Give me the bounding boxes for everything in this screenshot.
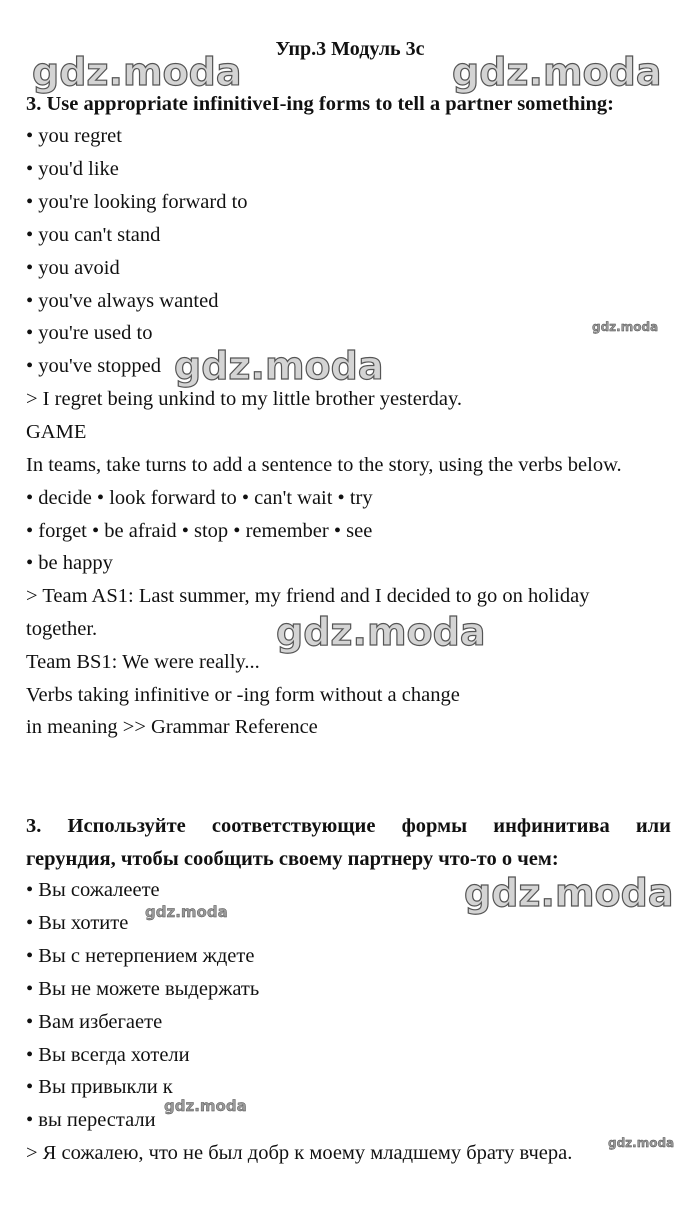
bullet-item: • you'd like (26, 158, 119, 180)
watermark-logo: gdz.moda (592, 320, 659, 334)
watermark-logo: gdz.moda (608, 1136, 675, 1150)
game-instruction: In teams, take turns to add a sentence to the story, using the verbs below. (26, 454, 622, 476)
team-a-example-cont: together. (26, 618, 98, 640)
bullet-item: • you're looking forward to (26, 191, 248, 213)
bullet-item: • you've stopped (26, 355, 161, 377)
watermark-logo: gdz.moda (32, 50, 242, 94)
watermark-logo: gdz.moda (276, 610, 486, 654)
bullet-item-ru: • Вы привыкли к (26, 1076, 173, 1098)
bullet-item: • you're used to (26, 322, 153, 344)
bullet-item-ru: • вы перестали (26, 1109, 156, 1131)
bullet-item: • you've always wanted (26, 290, 219, 312)
page-title: Упр.3 Модуль 3с (275, 38, 425, 60)
grammar-note: in meaning >> Grammar Reference (26, 716, 318, 738)
watermark-logo: gdz.moda (464, 871, 674, 915)
bullet-item-ru: • Вы хотите (26, 912, 129, 934)
game-label: GAME (26, 421, 87, 443)
grammar-note: Verbs taking infinitive or -ing form without a change (26, 684, 460, 706)
example-sentence-en: > I regret being unkind to my little brother yesterday. (26, 388, 463, 410)
watermark-logo: gdz.moda (174, 344, 384, 388)
exercise-heading-ru-cont: герундия, чтобы сообщить своему партнеру что-то о чем: (26, 848, 559, 870)
bullet-item: • you regret (26, 125, 122, 147)
bullet-item-ru: • Вы сожалеете (26, 879, 160, 901)
bullet-item-ru: • Вы не можете выдержать (26, 978, 260, 1000)
team-a-example: > Team AS1: Last summer, my friend and I decided to go on holiday (26, 585, 590, 607)
bullet-item-ru: • Вы всегда хотели (26, 1044, 190, 1066)
example-sentence-ru: > Я сожалею, что не был добр к моему младшему брату вчера. (26, 1142, 573, 1164)
team-b-example: Team BS1: We were really... (26, 651, 260, 673)
exercise-heading-en: 3. Use appropriate infinitiveI-ing forms to tell a partner something: (26, 93, 615, 115)
bullet-item-ru: • Вам избегаете (26, 1011, 163, 1033)
bullet-item-ru: • Вы с нетерпением ждете (26, 945, 255, 967)
watermark-logo: gdz.moda (452, 50, 662, 94)
bullet-item: • you avoid (26, 257, 120, 279)
bullet-item: • you can't stand (26, 224, 161, 246)
verbs-line: • forget • be afraid • stop • remember • see (26, 520, 373, 542)
verbs-line: • be happy (26, 552, 113, 574)
watermark-logo: gdz.moda (164, 1097, 247, 1115)
verbs-line: • decide • look forward to • can't wait • try (26, 487, 373, 509)
exercise-heading-ru: 3. Используйте соответствующие формы инфинитива или (26, 815, 671, 837)
watermark-logo: gdz.moda (145, 903, 228, 921)
